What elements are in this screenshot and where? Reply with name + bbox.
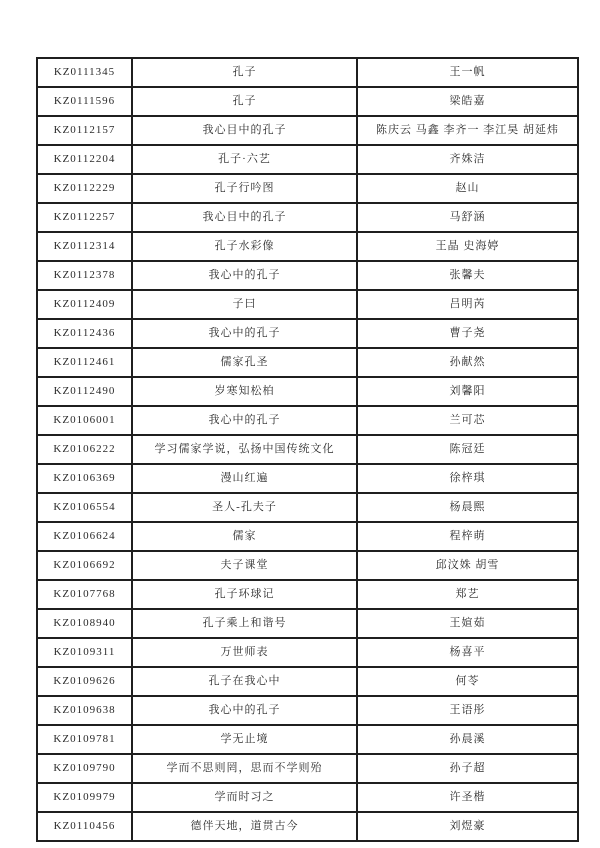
authors-cell: 王一帆: [357, 58, 578, 87]
entry-id-cell: KZ0109790: [37, 754, 132, 783]
table-row: [37, 87, 578, 116]
entry-id-cell: KZ0109979: [37, 783, 132, 812]
entry-id-cell: KZ0112229: [37, 174, 132, 203]
entry-id-cell: KZ0112490: [37, 377, 132, 406]
authors-cell: 曹子尧: [357, 319, 578, 348]
entry-id-cell: KZ0111345: [37, 58, 132, 87]
entry-id-cell: KZ0112436: [37, 319, 132, 348]
table-row: [37, 696, 578, 725]
entry-id-cell: KZ0112461: [37, 348, 132, 377]
authors-cell: 邱汶姝 胡雪: [357, 551, 578, 580]
entry-id-cell: KZ0106001: [37, 406, 132, 435]
authors-cell: 陈冠廷: [357, 435, 578, 464]
title-cell: 孔子环球记: [132, 580, 357, 609]
table-row: [37, 203, 578, 232]
authors-cell: 陈庆云 马鑫 李齐一 李江昊 胡延炜: [357, 116, 578, 145]
table-row: [37, 232, 578, 261]
title-cell: 学无止境: [132, 725, 357, 754]
authors-cell: 孙献然: [357, 348, 578, 377]
table-row: [37, 551, 578, 580]
title-cell: 我心中的孔子: [132, 319, 357, 348]
table-row: [37, 261, 578, 290]
title-cell: 子曰: [132, 290, 357, 319]
entry-id-cell: KZ0112204: [37, 145, 132, 174]
entry-id-cell: KZ0109626: [37, 667, 132, 696]
entry-id-cell: KZ0106624: [37, 522, 132, 551]
entry-id-cell: KZ0109638: [37, 696, 132, 725]
title-cell: 圣人-孔夫子: [132, 493, 357, 522]
entry-id-cell: KZ0106554: [37, 493, 132, 522]
authors-cell: 杨喜平: [357, 638, 578, 667]
title-cell: 漫山红遍: [132, 464, 357, 493]
authors-cell: 王语彤: [357, 696, 578, 725]
table-row: [37, 290, 578, 319]
table-row: [37, 725, 578, 754]
authors-cell: 刘馨阳: [357, 377, 578, 406]
title-cell: 儒家: [132, 522, 357, 551]
table-row: [37, 812, 578, 841]
table-row: [37, 145, 578, 174]
table-row: [37, 377, 578, 406]
entry-id-cell: KZ0110456: [37, 812, 132, 841]
table-row: [37, 58, 578, 87]
table-row: [37, 783, 578, 812]
authors-cell: 梁皓嘉: [357, 87, 578, 116]
authors-cell: 孙晨溪: [357, 725, 578, 754]
title-cell: 孔子在我心中: [132, 667, 357, 696]
table-row: [37, 435, 578, 464]
entry-id-cell: KZ0108940: [37, 609, 132, 638]
table-row: [37, 522, 578, 551]
title-cell: 学而时习之: [132, 783, 357, 812]
authors-cell: 王媗茹: [357, 609, 578, 638]
title-cell: 夫子课堂: [132, 551, 357, 580]
entry-id-cell: KZ0112257: [37, 203, 132, 232]
table-row: [37, 174, 578, 203]
authors-cell: 郑艺: [357, 580, 578, 609]
table-row: [37, 406, 578, 435]
table-row: [37, 580, 578, 609]
authors-cell: 杨晨熙: [357, 493, 578, 522]
entry-id-cell: KZ0112378: [37, 261, 132, 290]
authors-cell: 程梓萌: [357, 522, 578, 551]
authors-cell: 徐梓琪: [357, 464, 578, 493]
entry-id-cell: KZ0111596: [37, 87, 132, 116]
title-cell: 我心目中的孔子: [132, 203, 357, 232]
title-cell: 孔子水彩像: [132, 232, 357, 261]
entry-id-cell: KZ0107768: [37, 580, 132, 609]
entry-id-cell: KZ0109781: [37, 725, 132, 754]
authors-cell: 王晶 史海婷: [357, 232, 578, 261]
authors-cell: 何苓: [357, 667, 578, 696]
authors-cell: 吕明芮: [357, 290, 578, 319]
entry-id-cell: KZ0106369: [37, 464, 132, 493]
submissions-table-body: [37, 58, 578, 841]
entry-id-cell: KZ0106692: [37, 551, 132, 580]
table-row: [37, 754, 578, 783]
entry-id-cell: KZ0106222: [37, 435, 132, 464]
authors-cell: 许圣楷: [357, 783, 578, 812]
title-cell: 儒家孔圣: [132, 348, 357, 377]
authors-cell: 孙子超: [357, 754, 578, 783]
authors-cell: 齐姝洁: [357, 145, 578, 174]
title-cell: 孔子乘上和谐号: [132, 609, 357, 638]
title-cell: 孔子行吟图: [132, 174, 357, 203]
title-cell: 孔子: [132, 58, 357, 87]
table-row: [37, 493, 578, 522]
title-cell: 孔子·六艺: [132, 145, 357, 174]
entry-id-cell: KZ0109311: [37, 638, 132, 667]
title-cell: 德伴天地，道贯古今: [132, 812, 357, 841]
entry-id-cell: KZ0112409: [37, 290, 132, 319]
title-cell: 我心中的孔子: [132, 261, 357, 290]
authors-cell: 兰可芯: [357, 406, 578, 435]
title-cell: 我心中的孔子: [132, 406, 357, 435]
authors-cell: 张馨夫: [357, 261, 578, 290]
table-row: [37, 348, 578, 377]
table-row: [37, 638, 578, 667]
authors-cell: 刘煜豪: [357, 812, 578, 841]
title-cell: 岁寒知松柏: [132, 377, 357, 406]
title-cell: 学而不思则罔，思而不学则殆: [132, 754, 357, 783]
authors-cell: 马舒涵: [357, 203, 578, 232]
title-cell: 我心中的孔子: [132, 696, 357, 725]
title-cell: 我心目中的孔子: [132, 116, 357, 145]
table-row: [37, 319, 578, 348]
table-row: [37, 116, 578, 145]
table-row: [37, 609, 578, 638]
title-cell: 孔子: [132, 87, 357, 116]
submissions-table: [36, 57, 579, 842]
entry-id-cell: KZ0112157: [37, 116, 132, 145]
entry-id-cell: KZ0112314: [37, 232, 132, 261]
authors-cell: 赵山: [357, 174, 578, 203]
title-cell: 学习儒家学说，弘扬中国传统文化: [132, 435, 357, 464]
title-cell: 万世师表: [132, 638, 357, 667]
table-row: [37, 667, 578, 696]
table-row: [37, 464, 578, 493]
